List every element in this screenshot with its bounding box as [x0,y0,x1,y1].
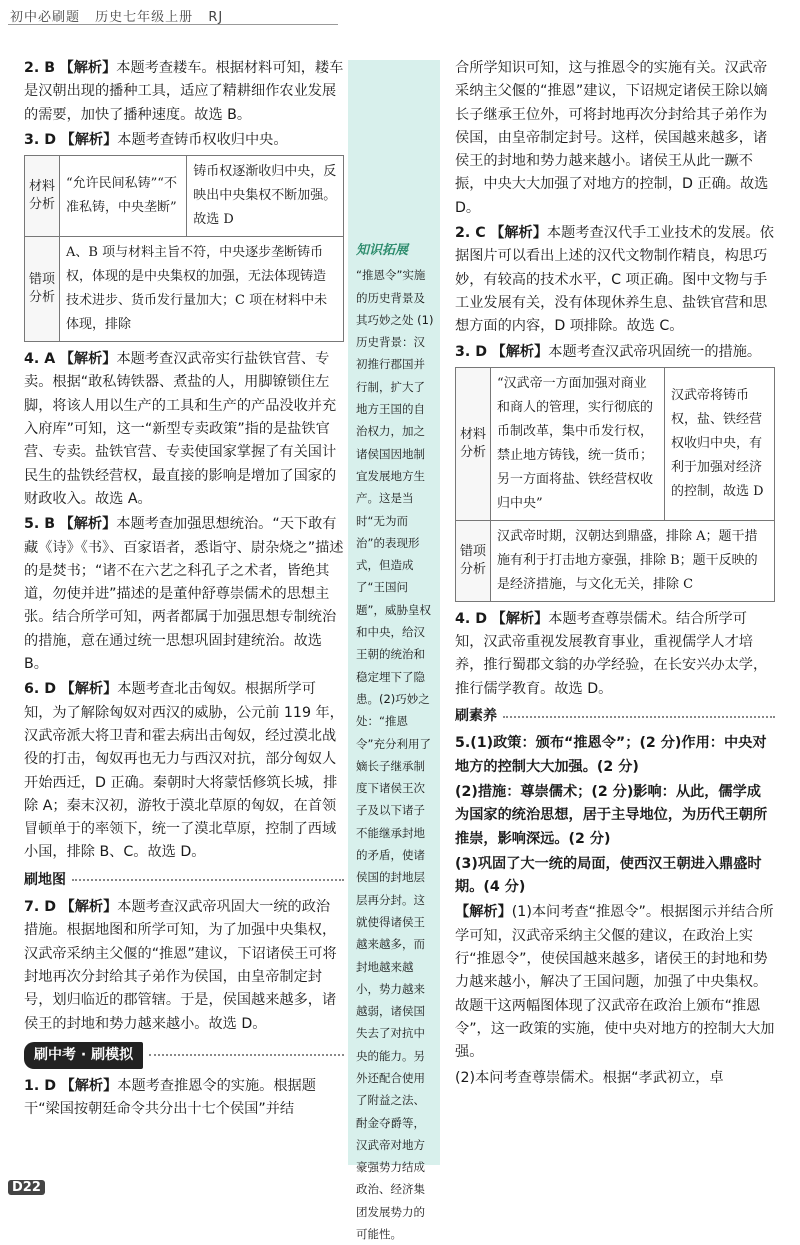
table-cell: “允许民间私铸”“不准私铸，中央垄断” [60,156,187,237]
answer-r5a: 5.(1)政策：颁布“推恩令”；(2 分)作用：中央对地方的控制大大加强。(2 分) [455,735,767,775]
answer-7: 7. D 【解析】本题考查汉武帝巩固大一统的政治措施。根据地图和所学可知，为了加强中央集权，汉武帝采纳主父偃的“推恩”建议，下诏诸侯王可将封地再次分封给其子弟作为侯国，由皇帝制定封号，划归临近的郡管辖。于是，侯国越来越多，诸侯王的封地和势力越来越小。故选 D。 [24,899,337,1032]
sidebar-title: 知识拓展 [356,243,409,258]
section-literacy: 刷素养 [455,705,775,728]
section-banner: 刷中考 · 刷模拟 [24,1042,344,1069]
table-cell: 汉武帝将铸币权，盐、铁经营权收归中央，有利于加强对经济的控制，故选 D [664,367,774,520]
answer-r5b: (2)措施：尊崇儒术；(2 分)影响：从此，儒学成为国家的统治思想，居于主导地位，为历代王朝所推崇，影响深远。(2 分) [455,783,768,847]
table-label: 错项分析 [456,520,491,601]
header-book: 历史七年级上册 [95,10,194,25]
table-cell: 铸币权逐渐收归中央，反映出中央集权不断加强。故选 D [187,156,344,237]
analysis-table-3 [24,155,344,342]
answer-1: 1. D 【解析】本题考查推恩令的实施。根据题干“梁国按朝廷命令共分出十七个侯国”并结 [24,1078,316,1118]
table-label: 错项分析 [25,237,60,342]
answer-3: 3. D 【解析】本题考查铸币权收归中央。 [24,131,288,148]
answer-5: 5. B 【解析】本题考查加强思想统治。“天下敢有藏《诗》《书》、百家语者，悉诣守、尉杂烧之”描述的是焚书；“诸不在六艺之科孔子之术者，皆绝其道，勿使并进”描述的是董仲舒尊崇儒术的思想主张。结合所学可知，两者都属于加强思想专制统治的措施，意在通过统一思想巩固封建统治。故选 B。 [24,516,344,673]
answer-6: 6. D 【解析】本题考查北击匈奴。根据所学可知，为了解除匈奴对西汉的威胁，公元前 119 年，汉武帝派大将卫青和霍去病出击匈奴，经过漠北战役的打击，匈奴再也无力与西汉对抗，部分匈奴人开始西迁，D 正确。秦朝时大将蒙恬修筑长城，排除 A；秦末汉初，游牧于漠北草原的匈奴，在首领冒顿单于的率领下，统一了漠北草原，控制了西域小国，排除 B、C。故选 D。 [24,681,344,861]
header-rule [8,24,338,25]
answer-r2: 2. C 【解析】本题考查汉代手工业技术的发展。依据图片可以看出上述的汉代文物制作精良，构思巧妙，有较高的技术水平，C 项正确。图中文物与手工业发展有关，没有体现休养生息、盐铁官营和思想方面的内容，D 项排除。故选 C。 [455,225,774,335]
table-cell: “汉武帝一方面加强对商业和商人的管理，实行彻底的币制改革，集中币发行权，禁止地方铸钱，统一货币；另一方面将盐、铁经营权收归中央” [491,367,665,520]
page-number: D22 [8,1180,45,1195]
header-series: 初中必刷题 [10,10,81,25]
answer-1-cont: 合所学知识可知，这与推恩令的实施有关。汉武帝采纳主父偃的“推恩”建议，下诏规定诸侯王除以嫡长子继承王位外，可将封地再次分封给其子弟作为侯国，由皇帝制定封号。这样，侯国越来越多，诸侯王的封地和势力越来越小。诸侯王从此一蹶不振，中央大大加强了对地方的控制，D 正确。故选 D。 [455,60,769,216]
knowledge-sidebar [348,60,440,1242]
answer-4: 4. A 【解析】本题考查汉武帝实行盐铁官营、专卖。根据“敢私铸铁器、煮盐的人，用脚镣锁住左脚，将该人用以生产的工具和生产的产品没收并充入府库”可知，这一“新型专卖政策”指的是盐铁官营、专卖。盐铁官营、专卖使国家掌握了有关国计民生的盐铁经营权，最直接的影响是增加了国家的财政收入。故选 A。 [24,351,337,507]
running-header [10,6,233,25]
analysis-table-r3 [455,367,775,602]
answer-r5d: 【解析】(1)本问考查“推恩令”。根据图示并结合所学可知，汉武帝采纳主父偃的建议，在政治上实行“推恩令”，使侯国越来越多，诸侯王的封地和势力越来越小，解决了王国问题，加强了中央集权。故题干这两幅图体现了汉武帝在政治上颁布“推恩令”，这一政策的实施，使中央对地方的控制大大加强。 [455,904,775,1061]
table-cell: 汉武帝时期，汉朝达到鼎盛，排除 A；题干措施有利于打击地方豪强，排除 B；题干反映的是经济措施，与文化无关，排除 C [491,520,775,601]
right-column [455,57,775,1092]
header-edition: RJ [208,10,224,25]
answer-2: 2. B 【解析】本题考查耧车。根据材料可知，耧车是汉朝出现的播种工具，适应了精耕细作农业发展的需要，加快了播种速度。故选 B。 [24,60,344,123]
table-label: 材料分析 [456,367,491,520]
answer-r5e: (2)本问考查尊崇儒术。根据“孝武初立，卓 [455,1069,724,1086]
answer-r3: 3. D 【解析】本题考查汉武帝巩固统一的措施。 [455,343,762,360]
left-column [24,57,344,1124]
table-cell: A、B 项与材料主旨不符，中央逐步垄断铸币权，体现的是中央集权的加强，无法体现铸造技术进步、货币发行量加大；C 项在材料中未体现，排除 [60,237,344,342]
answer-r4: 4. D 【解析】本题考查尊崇儒术。结合所学可知，汉武帝重视发展教育事业，重视儒学人才培养，推行蜀郡文翁的办学经验，在长安兴办太学，推行儒学教育。故选 D。 [455,610,768,697]
answer-r5c: (3)巩固了大一统的局面，使西汉王朝进入鼎盛时期。(4 分) [455,855,762,896]
section-map: 刷地图 [24,869,344,892]
sidebar-text: “推恩令”实施的历史背景及其巧妙之处 (1)历史背景：汉初推行郡国并行制，扩大了地方王国的自治权力，加之诸侯国因地制宜发展地方生产。这是当时“无为而治”的表现形式，但造成了“王国问题”，威胁皇权和中央，给汉王朝的统治和稳定埋下了隐患。(2)巧妙之处：“推恩令”充分利用了嫡长子继承制度下诸侯王次子及以下诸子不能继承封地的矛盾，使诸侯国的封地层层再分封。这就使得诸侯王越来越多，而封地越来越小，势力越来越弱，诸侯国失去了对抗中央的能力。另外还配合使用了附益之法、酎金夺爵等，汉武帝对地方豪强势力结成政治、经济集团发展势力的可能性。 [356,268,434,1242]
table-label: 材料分析 [25,156,60,237]
